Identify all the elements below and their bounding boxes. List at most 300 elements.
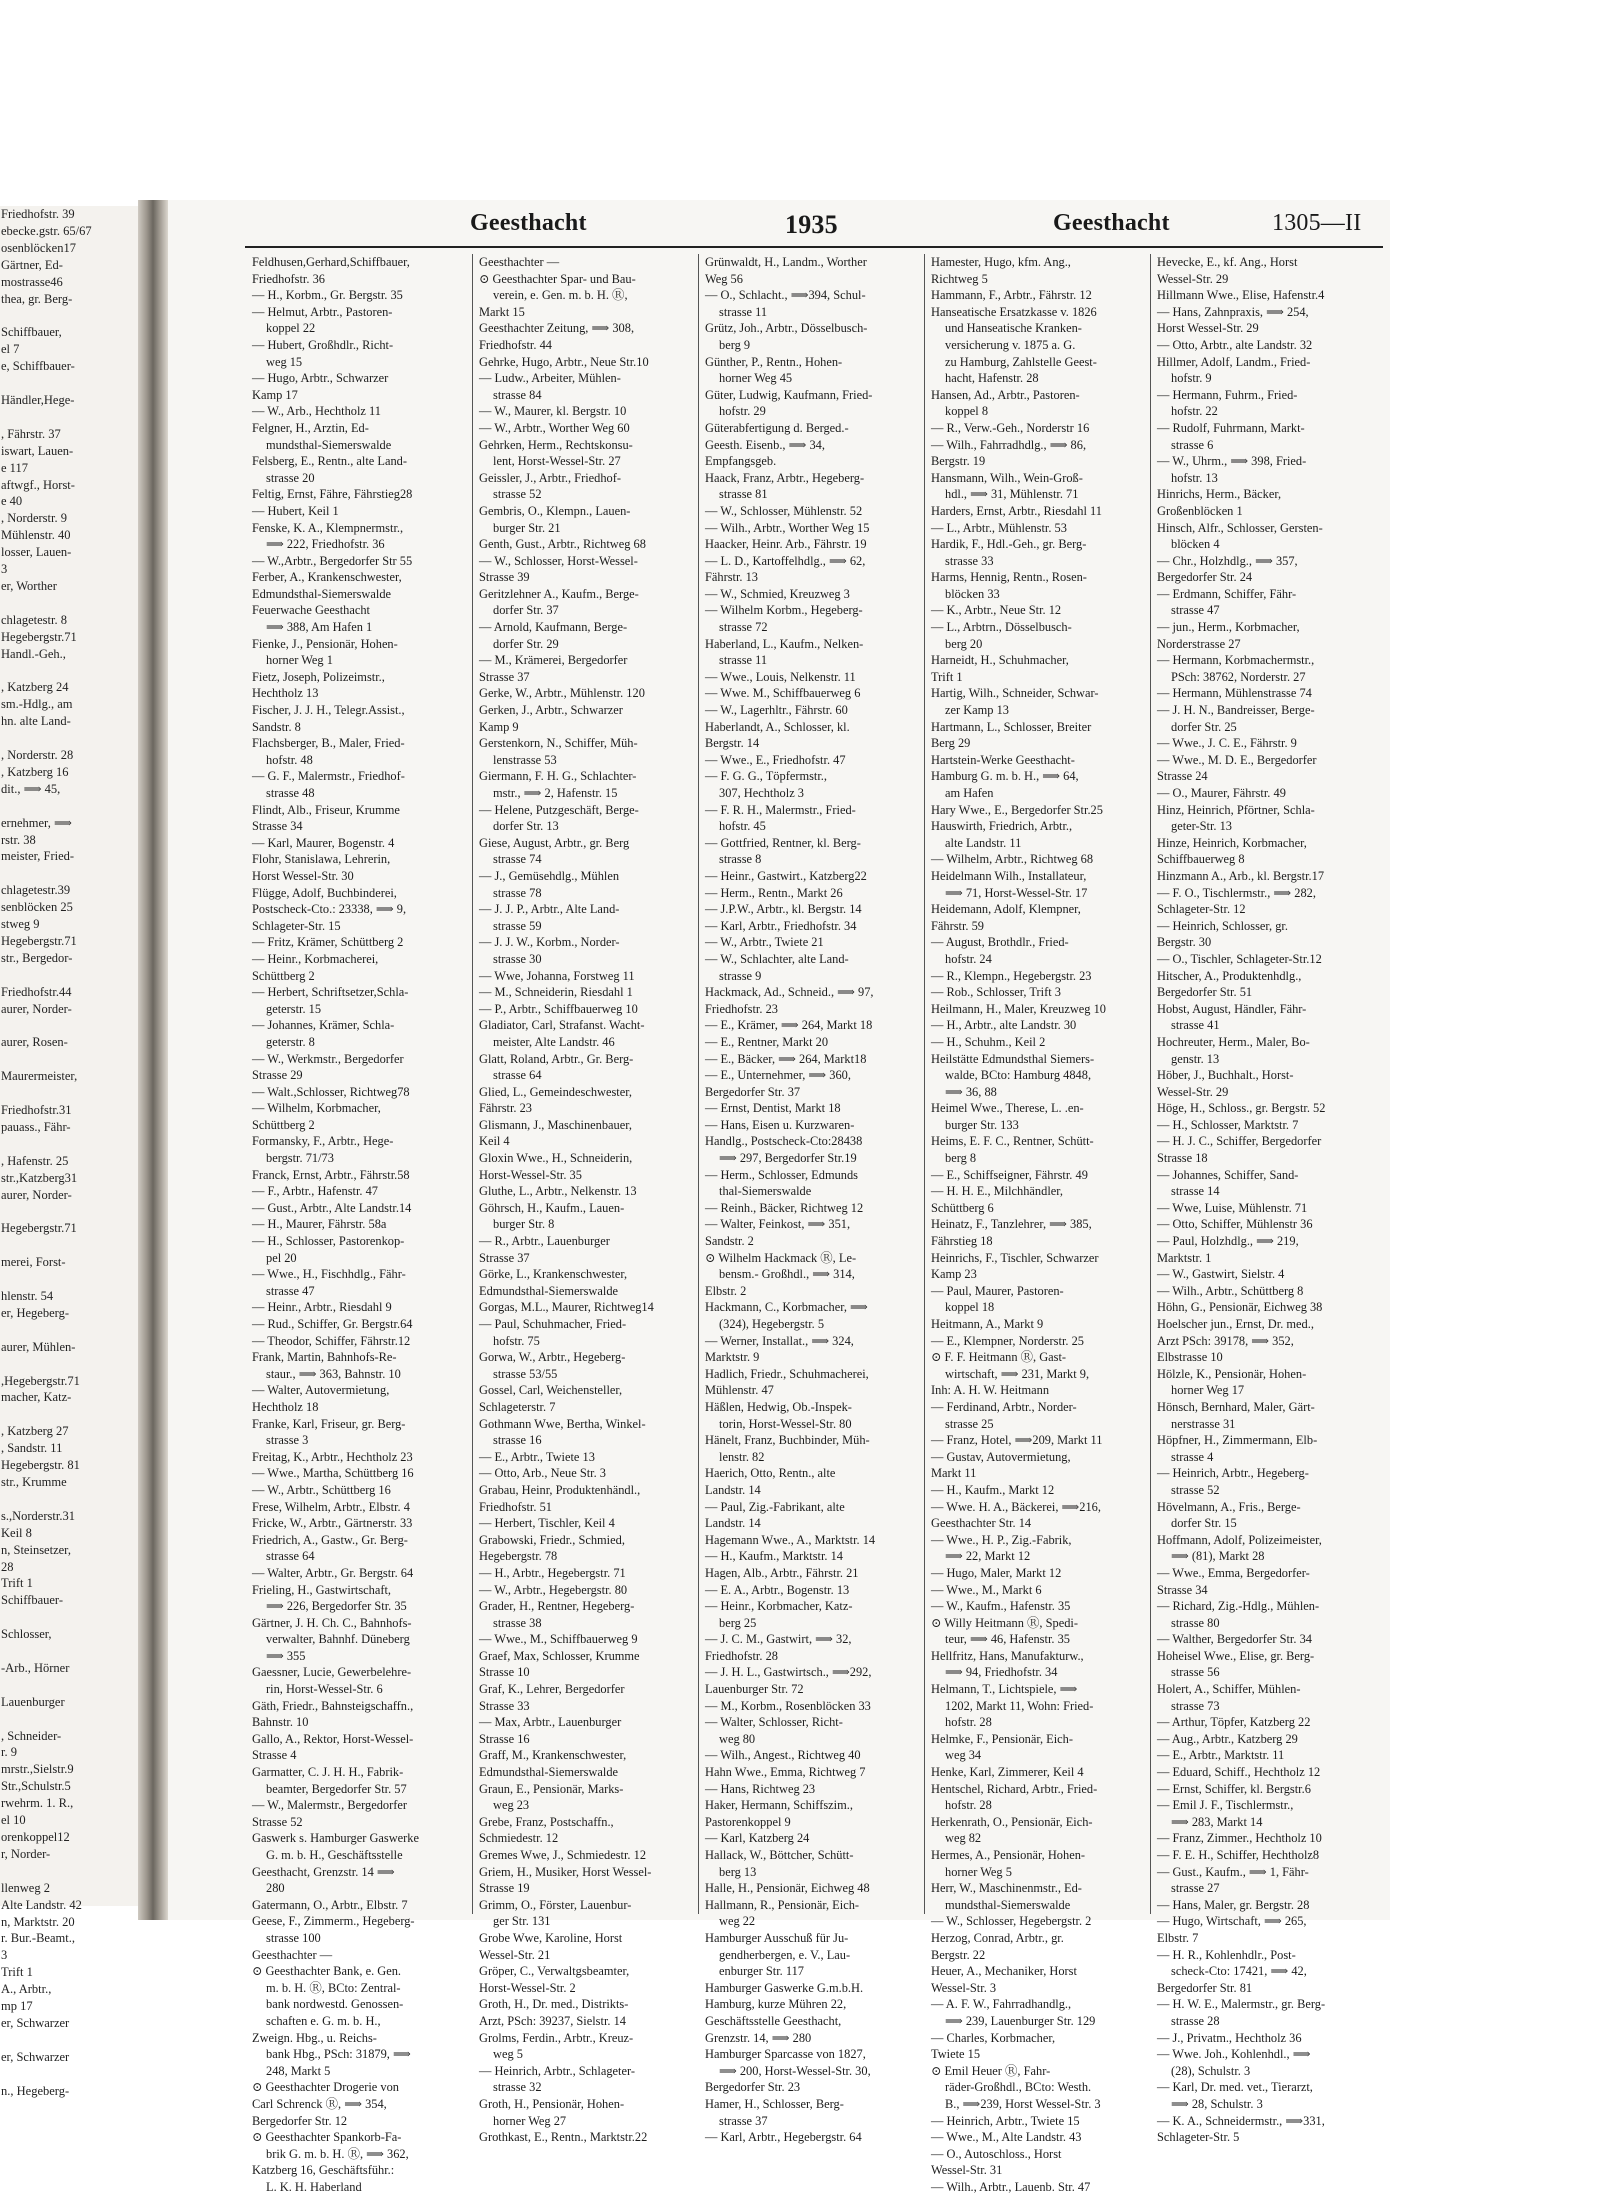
directory-entry-line: Hahn Wwe., Emma, Richtweg 7: [705, 1765, 866, 1780]
directory-entry-line: — Hermann, Fuhrm., Fried-: [1157, 387, 1298, 402]
directory-entry-line: Bergstr. 14: [705, 736, 760, 751]
directory-entry-line: Geesthachter Zeitung, ⟹ 308,: [479, 321, 635, 336]
directory-entry-line: — Paul, Zig.-Fabrikant, alte: [705, 1499, 845, 1514]
directory-entry-line: Schlageter-Str. 12: [1157, 902, 1246, 917]
directory-entry-line: Hagemann Wwe., A., Marktstr. 14: [705, 1532, 876, 1547]
directory-entry-line: — P., Arbtr., Schiffbauerweg 10: [479, 1001, 638, 1016]
fragment-line: [0, 730, 138, 747]
directory-entry-line: mstr., ⟹ 2, Hafenstr. 15: [493, 786, 618, 800]
directory-entry-line: — W., Gastwirt, Sielstr. 4: [1157, 1267, 1285, 1282]
directory-entry-line: Trift 1: [931, 669, 963, 684]
directory-entry-line: — E., Unternehmer, ⟹ 360,: [705, 1068, 851, 1083]
directory-entry-line: — Franz, Zimmer., Hechtholz 10: [1157, 1831, 1322, 1846]
directory-entry-line: — H., Kaufm., Marktstr. 14: [705, 1549, 844, 1564]
directory-entry-line: verein, e. Gen. m. b. H. Ⓡ,: [493, 288, 628, 303]
directory-entry-line: hdl., ⟹ 31, Mühlenstr. 71: [945, 487, 1079, 502]
directory-entry-line: Herzog, Conrad, Arbtr., gr.: [931, 1930, 1064, 1945]
directory-entry-line: Hochreuter, Herm., Maler, Bo-: [1157, 1034, 1310, 1049]
directory-entry-line: Strasse 34: [252, 819, 303, 834]
directory-entry-line: Bergstr. 22: [931, 1947, 986, 1962]
directory-entry-line: — Erdmann, Schiffer, Fähr-: [1157, 586, 1297, 601]
directory-entry-line: — Arnold, Kaufmann, Berge-: [479, 620, 628, 635]
fragment-line: rstr. 38: [1, 832, 36, 847]
directory-entry-line: Hinze, Heinrich, Korbmacher,: [1157, 835, 1307, 850]
directory-entry-line: Strasse 24: [1157, 769, 1208, 784]
directory-entry-line: Heitmann, A., Markt 9: [931, 1317, 1044, 1331]
directory-entry-line: Grobe Wwe, Karoline, Horst: [479, 1930, 623, 1945]
directory-entry-line: — J., Gemüsehdlg., Mühlen: [479, 868, 620, 883]
directory-entry-line: Hinz, Heinrich, Pförtner, Schla-: [1157, 802, 1315, 817]
directory-entry-line: Wessel-Str. 31: [931, 2163, 1003, 2178]
directory-entry-line: — F. G. G., Töpfermstr.,: [705, 769, 827, 784]
directory-entry-line: Haerich, Otto, Rentn., alte: [705, 1466, 836, 1481]
fragment-line: Hegebergstr.71: [1, 933, 77, 948]
directory-entry-line: 248, Markt 5: [266, 2063, 331, 2078]
directory-entry-line: Schmiedestr. 12: [479, 1831, 559, 1846]
directory-entry-line: Güterabfertigung d. Berged.-: [705, 420, 849, 435]
directory-entry-line: — E., Klempner, Norderstr. 25: [931, 1333, 1084, 1348]
directory-entry-line: — Walter, Autovermietung,: [252, 1383, 390, 1398]
directory-entry-line: Flügge, Adolf, Buchbinderei,: [252, 885, 397, 900]
directory-entry-line: Flindt, Alb., Friseur, Krumme: [252, 802, 400, 817]
fragment-line: [0, 307, 138, 324]
directory-entry-line: — K., Arbtr., Neue Str. 12: [931, 603, 1062, 618]
fragment-line: , Katzberg 24: [1, 680, 69, 695]
directory-entry-line: — Emil J. F., Tischlermstr.,: [1157, 1798, 1294, 1813]
fragment-line: rwehrm. 1. R.,: [1, 1796, 74, 1811]
fragment-line: [0, 1271, 138, 1288]
directory-entry-line: ⟹ 94, Friedhofstr. 34: [945, 1665, 1058, 1680]
directory-entry-line: Feltig, Ernst, Fähre, Fährstieg28: [252, 487, 413, 502]
directory-entry-line: — Wwe., Martha, Schüttberg 16: [252, 1466, 414, 1481]
fragment-line: aurer, Norder-: [1, 1001, 72, 1016]
directory-entry-line: weg 34: [945, 1748, 982, 1763]
directory-entry-line: Hansmann, Wilh., Wein-Groß-: [931, 470, 1083, 485]
directory-entry-line: — Karl, Katzberg 24: [705, 1831, 810, 1846]
directory-entry-line: Graf, K., Lehrer, Bergedorfer: [479, 1682, 625, 1697]
directory-entry-line: Kamp 9: [479, 719, 519, 734]
directory-entry-line: — E. A., Arbtr., Bogenstr. 13: [705, 1582, 850, 1597]
directory-entry-line: Fietz, Joseph, Polizeimstr.,: [252, 669, 385, 684]
directory-entry-line: Bergedorfer Str. 12: [252, 2113, 348, 2128]
directory-entry-line: strasse 37: [719, 2113, 768, 2128]
fragment-line: Händler,Hege-: [1, 392, 75, 407]
directory-entry-line: — R., Verw.-Geh., Norderstr 16: [931, 420, 1090, 435]
directory-entry-line: Bergstr. 30: [1157, 935, 1212, 950]
directory-entry-line: — Karl, Dr. med. vet., Tierarzt,: [1157, 2080, 1313, 2095]
directory-entry-line: strasse 74: [493, 852, 542, 867]
directory-entry-line: — Wwe., H., Fischhdlg., Fähr-: [252, 1267, 406, 1282]
directory-entry-line: — W., Arbtr., Schüttberg 16: [252, 1482, 391, 1497]
directory-entry-line: Strasse 18: [1157, 1151, 1208, 1166]
directory-entry-line: ⊙ Willy Heitmann Ⓡ, Spedi-: [931, 1615, 1078, 1630]
directory-entry-line: brik G. m. b. H. Ⓡ, ⟹ 362,: [266, 2146, 409, 2161]
directory-entry-line: ⟹ 388, Am Hafen 1: [266, 620, 373, 635]
directory-entry-line: Griem, H., Musiker, Horst Wessel-: [479, 1864, 652, 1879]
fragment-line: Alte Landstr. 42: [1, 1897, 82, 1912]
directory-entry-line: dorfer Str. 15: [1171, 1516, 1237, 1531]
directory-entry-line: Keil 4: [479, 1134, 510, 1149]
directory-entry-line: strasse 64: [493, 1068, 542, 1083]
directory-entry-line: Hänelt, Franz, Buchbinder, Müh-: [705, 1433, 870, 1448]
directory-entry-line: Handlg., Postscheck-Cto:28438: [705, 1134, 863, 1149]
directory-entry-line: Hövelmann, A., Fris., Berge-: [1157, 1499, 1301, 1514]
directory-entry-line: Harms, Hennig, Rentn., Rosen-: [931, 570, 1087, 585]
directory-entry-line: alte Landstr. 11: [945, 835, 1022, 850]
directory-entry-line: Hechtholz 18: [252, 1399, 319, 1414]
directory-entry-line: Haack, Franz, Arbtr., Hegeberg-: [705, 470, 865, 485]
directory-entry-line: Hanseatische Ersatzkasse v. 1826: [931, 304, 1097, 319]
fragment-line: chlagetestr. 8: [1, 612, 67, 627]
directory-entry-line: burger Str. 8: [493, 1217, 555, 1232]
directory-entry-line: Frese, Wilhelm, Arbtr., Elbstr. 4: [252, 1499, 410, 1514]
directory-entry-line: — Paul, Schuhmacher, Fried-: [479, 1317, 627, 1331]
directory-entry-line: Frank, Martin, Bahnhofs-Re-: [252, 1350, 397, 1365]
directory-entry-line: Gehrken, Herm., Rechtskonsu-: [479, 437, 633, 452]
directory-entry-line: — Gust., Kaufm., ⟹ 1, Fähr-: [1157, 1864, 1309, 1879]
page-header: [280, 210, 1380, 250]
directory-entry-line: — J. H. L., Gastwirtsch., ⟹292,: [705, 1665, 872, 1680]
directory-entry-line: strasse 73: [1171, 1698, 1220, 1713]
directory-entry-line: Hamester, Hugo, kfm. Ang.,: [931, 255, 1071, 269]
directory-entry-line: dorfer Str. 29: [493, 636, 559, 651]
directory-entry-line: hofstr. 28: [945, 1798, 992, 1813]
directory-entry-line: strasse 38: [493, 1615, 542, 1630]
fragment-line: [0, 1643, 138, 1660]
directory-entry-line: Bergedorfer Str. 37: [705, 1084, 801, 1099]
directory-entry-line: PSch: 38762, Norderstr. 27: [1171, 669, 1306, 684]
directory-entry-line: lenstrasse 53: [493, 752, 557, 767]
directory-entry-line: strasse 25: [945, 1416, 994, 1431]
fragment-line: mp 17: [1, 1999, 33, 2014]
directory-entry-line: Feuerwache Geesthacht: [252, 603, 370, 618]
directory-entry-line: Großenblöcken 1: [1157, 503, 1243, 518]
directory-entry-line: hofstr. 13: [1171, 470, 1218, 485]
directory-entry-line: Göhrsch, H., Kaufm., Lauen-: [479, 1200, 625, 1215]
directory-entry-line: berg 25: [719, 1615, 757, 1630]
directory-entry-line: m. b. H. Ⓡ, BCto: Zentral-: [266, 1980, 401, 1995]
page-number: 1305—II: [1272, 210, 1362, 236]
directory-entry-line: — L., Arbtrn., Dösselbusch-: [931, 620, 1072, 635]
directory-entry-line: — Hugo, Wirtschaft, ⟹ 265,: [1157, 1914, 1307, 1929]
directory-entry-line: — Heinrich, Arbtr., Schlageter-: [479, 2063, 635, 2078]
directory-entry-line: Felgner, H., Arztin, Ed-: [252, 420, 369, 435]
directory-entry-line: Landstr. 14: [705, 1482, 761, 1497]
fragment-line: , Norderstr. 9: [1, 511, 67, 526]
directory-entry-line: Heilmann, H., Maler, Kreuzweg 10: [931, 1001, 1106, 1016]
directory-entry-line: Grimm, O., Förster, Lauenbur-: [479, 1897, 632, 1912]
directory-entry-line: Gäth, Friedr., Bahnsteigschaffn.,: [252, 1698, 414, 1713]
directory-entry-line: geterstr. 8: [266, 1034, 315, 1049]
directory-entry-line: ⊙ Geesthachter Spankorb-Fa-: [252, 2130, 402, 2145]
directory-entry-line: ⟹ 222, Friedhofstr. 36: [266, 537, 385, 552]
directory-entry-line: ⟹ 226, Bergedorfer Str. 35: [266, 1599, 407, 1614]
directory-entry-line: — H., Schuhm., Keil 2: [931, 1034, 1046, 1049]
directory-entry-line: — Werner, Installat., ⟹ 324,: [705, 1333, 854, 1348]
directory-entry-line: Geritzlehner A., Kaufm., Berge-: [479, 586, 639, 601]
directory-entry-line: Elbstr. 2: [705, 1283, 747, 1298]
directory-entry-line: — L., Arbtr., Mühlenstr. 53: [931, 520, 1067, 535]
directory-entry-line: — W., Kaufm., Hafenstr. 35: [931, 1599, 1071, 1614]
directory-entry-line: Hechtholz 13: [252, 686, 319, 701]
directory-entry-line: berg 20: [945, 636, 983, 651]
directory-entry-line: Hillmer, Adolf, Landm., Fried-: [1157, 354, 1311, 369]
directory-entry-line: Strasse 16: [479, 1731, 530, 1746]
directory-entry-line: gendherbergen, e. V., Lau-: [719, 1947, 851, 1962]
fragment-line: e, Schiffbauer-: [1, 359, 75, 374]
fragment-line: [0, 2032, 138, 2049]
directory-entry-line: Edmundsthal-Siemerswalde: [252, 586, 392, 601]
directory-entry-line: strasse 84: [493, 387, 542, 402]
directory-entry-line: — W., Arbtr., Worther Weg 60: [479, 420, 630, 435]
directory-entry-line: ⊙ Emil Heuer Ⓡ, Fahr-: [931, 2063, 1051, 2078]
header-town-right: Geesthacht: [1053, 210, 1170, 236]
directory-entry-line: Hellfritz, Hans, Manufakturw.,: [931, 1648, 1084, 1663]
fragment-line: , Sandstr. 11: [1, 1441, 63, 1456]
directory-entry-line: strasse 81: [719, 487, 768, 502]
directory-entry-line: Häßlen, Hedwig, Ob.-Inspek-: [705, 1399, 852, 1414]
directory-entry-line: — Wilh., Fahrradhdlg., ⟹ 86,: [931, 437, 1087, 452]
directory-entry-line: Schüttberg 6: [931, 1200, 994, 1215]
directory-entry-line: Wessel-Str. 3: [931, 1980, 997, 1995]
directory-entry-line: — M., Krämerei, Bergedorfer: [479, 653, 628, 668]
fragment-line: [0, 967, 138, 984]
directory-entry-line: Hitscher, A., Produktenhdlg.,: [1157, 968, 1302, 983]
fragment-line: [0, 1136, 138, 1153]
directory-entry-line: Hinzmann A., Arb., kl. Bergstr.17: [1157, 868, 1325, 883]
directory-entry-line: Hoelscher jun., Ernst, Dr. med.,: [1157, 1317, 1314, 1331]
directory-entry-line: Hary Wwe., E., Bergedorfer Str.25: [931, 802, 1103, 817]
directory-entry-line: — Fritz, Krämer, Schüttberg 2: [252, 935, 404, 950]
directory-entry-line: Heidemann, Adolf, Klempner,: [931, 902, 1081, 917]
directory-entry-line: strasse 14: [1171, 1184, 1220, 1199]
directory-entry-line: Gerstenkorn, N., Schiffer, Müh-: [479, 736, 638, 751]
directory-entry-line: burger Str. 133: [945, 1117, 1019, 1132]
directory-entry-line: — Walter, Feinkost, ⟹ 351,: [705, 1217, 851, 1232]
fragment-line: r. Bur.-Beamt.,: [1, 1931, 75, 1946]
fragment-line: str.,Katzberg31: [1, 1170, 78, 1185]
fragment-line: aurer, Norder-: [1, 1187, 72, 1202]
directory-entry-line: — W.,Arbtr., Bergedorfer Str 55: [252, 553, 413, 568]
directory-entry-line: weg 22: [719, 1914, 756, 1929]
directory-entry-line: — W., Arbtr., Hegebergstr. 80: [479, 1582, 628, 1597]
directory-entry-line: Friedrich, A., Gastw., Gr. Berg-: [252, 1532, 408, 1547]
directory-entry-line: — Chr., Holzhdlg., ⟹ 357,: [1157, 553, 1298, 568]
directory-entry-line: — Wwe. Joh., Kohlenhdl., ⟹: [1157, 2047, 1311, 2062]
fragment-line: dit., ⟹ 45,: [1, 781, 61, 796]
directory-entry-line: ⊙ Geesthachter Bank, e. Gen.: [252, 1964, 402, 1979]
directory-entry-line: — W., Schlosser, Mühlenstr. 52: [705, 503, 863, 518]
directory-entry-line: — Wwe., H. P., Zig.-Fabrik,: [931, 1532, 1072, 1547]
directory-entry-line: — Walter, Arbtr., Gr. Bergstr. 64: [252, 1565, 414, 1580]
directory-entry-line: Fienke, J., Pensionär, Hohen-: [252, 636, 398, 651]
directory-entry-line: berg 9: [719, 337, 751, 352]
directory-entry-line: Bergstr. 19: [931, 454, 986, 469]
directory-entry-line: hofstr. 24: [945, 951, 992, 966]
directory-entry-line: strasse 4: [1171, 1449, 1214, 1464]
directory-entry-line: Horst-Wessel-Str. 35: [479, 1167, 582, 1182]
directory-entry-line: strasse 52: [1171, 1482, 1220, 1497]
directory-entry-line: Hamburger Ausschuß für Ju-: [705, 1930, 849, 1945]
directory-entry-line: — J. C. M., Gastwirt, ⟹ 32,: [705, 1632, 852, 1647]
directory-entry-line: Grader, H., Rentner, Hegeberg-: [479, 1599, 635, 1614]
directory-entry-line: Hansen, Ad., Arbtr., Pastoren-: [931, 387, 1080, 402]
directory-entry-line: — Hans, Zahnpraxis, ⟹ 254,: [1157, 304, 1309, 319]
directory-entry-line: bensm.- Großhdl., ⟹ 314,: [719, 1267, 855, 1282]
fragment-line: sm.-Hdlg., am: [1, 697, 73, 712]
directory-entry-line: Kamp 17: [252, 387, 298, 402]
fragment-line: str., Krumme: [1, 1474, 67, 1489]
fragment-line: chlagetestr.39: [1, 883, 71, 898]
fragment-line: Schiffbauer,: [1, 325, 62, 340]
directory-entry-line: strasse 30: [493, 951, 542, 966]
directory-entry-line: Landstr. 14: [705, 1516, 761, 1531]
fragment-line: , Fährstr. 37: [1, 426, 61, 441]
directory-entry-line: Gehrke, Hugo, Arbtr., Neue Str.10: [479, 354, 649, 369]
directory-entry-line: — Heinr., Gastwirt., Katzberg22: [705, 868, 867, 883]
fragment-line: Lauenburger: [1, 1694, 65, 1709]
directory-entry-line: strasse 33: [945, 553, 994, 568]
directory-entry-line: Gossel, Carl, Weichensteller,: [479, 1383, 623, 1398]
fragment-line: Schlosser,: [1, 1627, 52, 1642]
directory-entry-line: Inh: A. H. W. Heitmann: [931, 1383, 1050, 1398]
fragment-line: er, Schwarzer: [1, 2049, 70, 2064]
directory-entry-line: Hammann, F., Arbtr., Fährstr. 12: [931, 288, 1092, 303]
directory-entry-line: dorfer Str. 13: [493, 819, 559, 834]
directory-entry-line: — H. W. E., Malermstr., gr. Berg-: [1157, 1997, 1326, 2012]
directory-entry-line: hofstr. 75: [493, 1333, 540, 1348]
directory-entry-line: koppel 18: [945, 1300, 995, 1315]
directory-entry-line: — Charles, Korbmacher,: [931, 2030, 1056, 2045]
directory-entry-line: Friedhofstr. 44: [479, 337, 552, 352]
directory-entry-line: strasse 6: [1171, 437, 1214, 452]
directory-entry-line: — J. H. N., Bandreisser, Berge-: [1157, 703, 1315, 718]
directory-entry-line: — Wwe. H. A., Bäckerei, ⟹216,: [931, 1499, 1101, 1514]
directory-entry-line: weg 23: [493, 1798, 530, 1813]
directory-entry-line: blöcken 4: [1171, 537, 1220, 552]
fragment-line: Schiffbauer-: [1, 1593, 63, 1608]
directory-entry-line: horner Weg 27: [493, 2113, 567, 2128]
fragment-line: [0, 662, 138, 679]
directory-entry-line: Hinrichs, Herm., Bäcker,: [1157, 487, 1282, 502]
directory-entry-line: Wessel-Str. 29: [1157, 1084, 1229, 1099]
fragment-line: Friedhofstr. 39: [1, 207, 75, 221]
fragment-line: [0, 1237, 138, 1254]
directory-entry-line: — Ernst, Schiffer, kl. Bergstr.6: [1157, 1781, 1311, 1796]
directory-entry-line: — Heinr., Korbmacher, Katz-: [705, 1599, 853, 1614]
fragment-line: Keil 8: [1, 1525, 32, 1540]
fragment-line: Friedhofstr.44: [1, 984, 72, 999]
directory-entry-line: — Karl, Maurer, Bogenstr. 4: [252, 835, 395, 850]
directory-entry-line: — Eduard, Schiff., Hechtholz 12: [1157, 1765, 1321, 1780]
directory-entry-line: strasse 56: [1171, 1665, 1220, 1680]
directory-entry-line: — W., Maurer, kl. Bergstr. 10: [479, 404, 627, 419]
directory-entry-line: Heinatz, F., Tanzlehrer, ⟹ 385,: [931, 1217, 1092, 1232]
directory-entry-line: — Reinh., Bäcker, Richtweg 12: [705, 1200, 864, 1215]
directory-entry-line: Hackmack, Ad., Schneid., ⟹ 97,: [705, 985, 874, 1000]
directory-entry-line: Grünwaldt, H., Landm., Worther: [705, 255, 867, 269]
directory-entry-line: — O., Tischler, Schlageter-Str.12: [1157, 951, 1322, 966]
fragment-line: n, Steinsetzer,: [1, 1542, 71, 1557]
directory-entry-line: zer Kamp 13: [945, 703, 1009, 718]
directory-entry-line: Hartig, Wilh., Schneider, Schwar-: [931, 686, 1099, 701]
directory-entry-line: B., ⟹239, Horst Wessel-Str. 3: [945, 2096, 1101, 2111]
directory-entry-line: — Hermann, Korbmachermstr.,: [1157, 653, 1315, 668]
directory-entry-line: weg 5: [493, 2047, 523, 2062]
directory-entry-line: Schlageterstr. 7: [479, 1399, 556, 1414]
directory-entry-line: berg 8: [945, 1151, 977, 1166]
directory-entry-line: koppel 22: [266, 321, 316, 336]
directory-entry-line: versicherung v. 1875 a. G.: [945, 337, 1076, 352]
header-year: 1935: [785, 210, 838, 239]
directory-entry-line: Formansky, F., Arbtr., Hege-: [252, 1134, 394, 1149]
directory-entry-line: Hamer, H., Schlosser, Berg-: [705, 2096, 844, 2111]
directory-entry-line: — O., Maurer, Fährstr. 49: [1157, 786, 1286, 800]
directory-entry-line: hofstr. 29: [719, 404, 766, 419]
directory-entry-line: — Hugo, Arbtr., Schwarzer: [252, 371, 389, 386]
fragment-line: [0, 1863, 138, 1880]
directory-entry-line: strasse 28: [1171, 2013, 1220, 2028]
directory-entry-line: Gremes Wwe, J., Schmiedestr. 12: [479, 1848, 647, 1862]
directory-entry-line: Gaswerk s. Hamburger Gaswerke: [252, 1831, 419, 1846]
directory-entry-line: — W., Schlachter, alte Land-: [705, 951, 849, 966]
directory-entry-line: strasse 52: [493, 487, 542, 502]
directory-entry-line: — Gustav, Autovermietung,: [931, 1449, 1071, 1464]
directory-entry-line: strasse 100: [266, 1930, 321, 1945]
directory-entry-line: Grabau, Heinr, Produktenhändl.,: [479, 1482, 641, 1497]
directory-entry-line: Hamburg G. m. b. H., ⟹ 64,: [931, 769, 1079, 784]
directory-entry-line: Hamburger Sparcasse von 1827,: [705, 2047, 866, 2062]
directory-entry-line: Sandstr. 2: [705, 1234, 754, 1249]
directory-entry-line: Franke, Karl, Friseur, gr. Berg-: [252, 1416, 406, 1431]
directory-entry-line: Fricke, W., Arbtr., Gärtnerstr. 33: [252, 1516, 413, 1531]
directory-entry-line: ⟹ 297, Bergedorfer Str.19: [719, 1151, 857, 1166]
directory-entry-line: wirtschaft, ⟹ 231, Markt 9,: [945, 1366, 1090, 1381]
directory-entry-line: — W., Arbtr., Twiete 21: [705, 935, 824, 950]
directory-entry-line: — F. R. H., Malermstr., Fried-: [705, 802, 856, 817]
directory-entry-line: bank nordwestd. Genossen-: [266, 1997, 404, 2012]
directory-entry-line: — Gottfried, Rentner, kl. Berg-: [705, 835, 861, 850]
directory-entry-line: — Herbert, Tischler, Keil 4: [479, 1516, 615, 1531]
directory-entry-line: — H. J. C., Schiffer, Bergedorfer: [1157, 1134, 1322, 1149]
directory-entry-line: — Heinrich, Arbtr., Hegeberg-: [1157, 1466, 1309, 1481]
directory-entry-line: Strasse 4: [252, 1748, 297, 1763]
directory-entry-line: Weg 56: [705, 271, 743, 286]
directory-entry-line: Elbstrasse 10: [1157, 1350, 1223, 1365]
directory-entry-line: — W., Schlosser, Hegebergstr. 2: [931, 1914, 1092, 1929]
directory-entry-line: — Wwe., M., Markt 6: [931, 1582, 1042, 1597]
directory-entry-line: — H. H. E., Milchhändler,: [931, 1184, 1063, 1199]
directory-entry-line: Garmatter, C. J. H. H., Fabrik-: [252, 1765, 404, 1780]
directory-entry-line: mundsthal-Siemerswalde: [945, 1897, 1071, 1912]
directory-entry-line: Hoheisel Wwe., Elise, gr. Berg-: [1157, 1648, 1315, 1663]
fragment-line: aftwgf., Horst-: [1, 477, 75, 492]
directory-entry-line: Gorwa, W., Arbtr., Hegeberg-: [479, 1350, 626, 1365]
fragment-line: [0, 595, 138, 612]
directory-entry-line: strasse 53/55: [493, 1366, 558, 1381]
fragment-line: e 40: [1, 494, 23, 509]
directory-entry-line: L. K. H. Haberland: [266, 2179, 362, 2194]
directory-entry-line: meister, Alte Landstr. 46: [493, 1034, 615, 1049]
directory-entry-line: lenstr. 82: [719, 1449, 765, 1464]
directory-entry-line: — Wilhelm, Korbmacher,: [252, 1101, 381, 1116]
directory-entry-line: Marktstr. 1: [1157, 1250, 1212, 1265]
directory-entry-line: Höpfner, H., Zimmermann, Elb-: [1157, 1433, 1318, 1448]
directory-entry-line: Richtweg 5: [931, 271, 988, 286]
directory-entry-line: — Walt.,Schlosser, Richtweg78: [252, 1084, 410, 1099]
directory-entry-line: — Heinrich, Arbtr., Twiete 15: [931, 2113, 1080, 2128]
directory-entry-line: Gloxin Wwe., H., Schneiderin,: [479, 1151, 633, 1166]
